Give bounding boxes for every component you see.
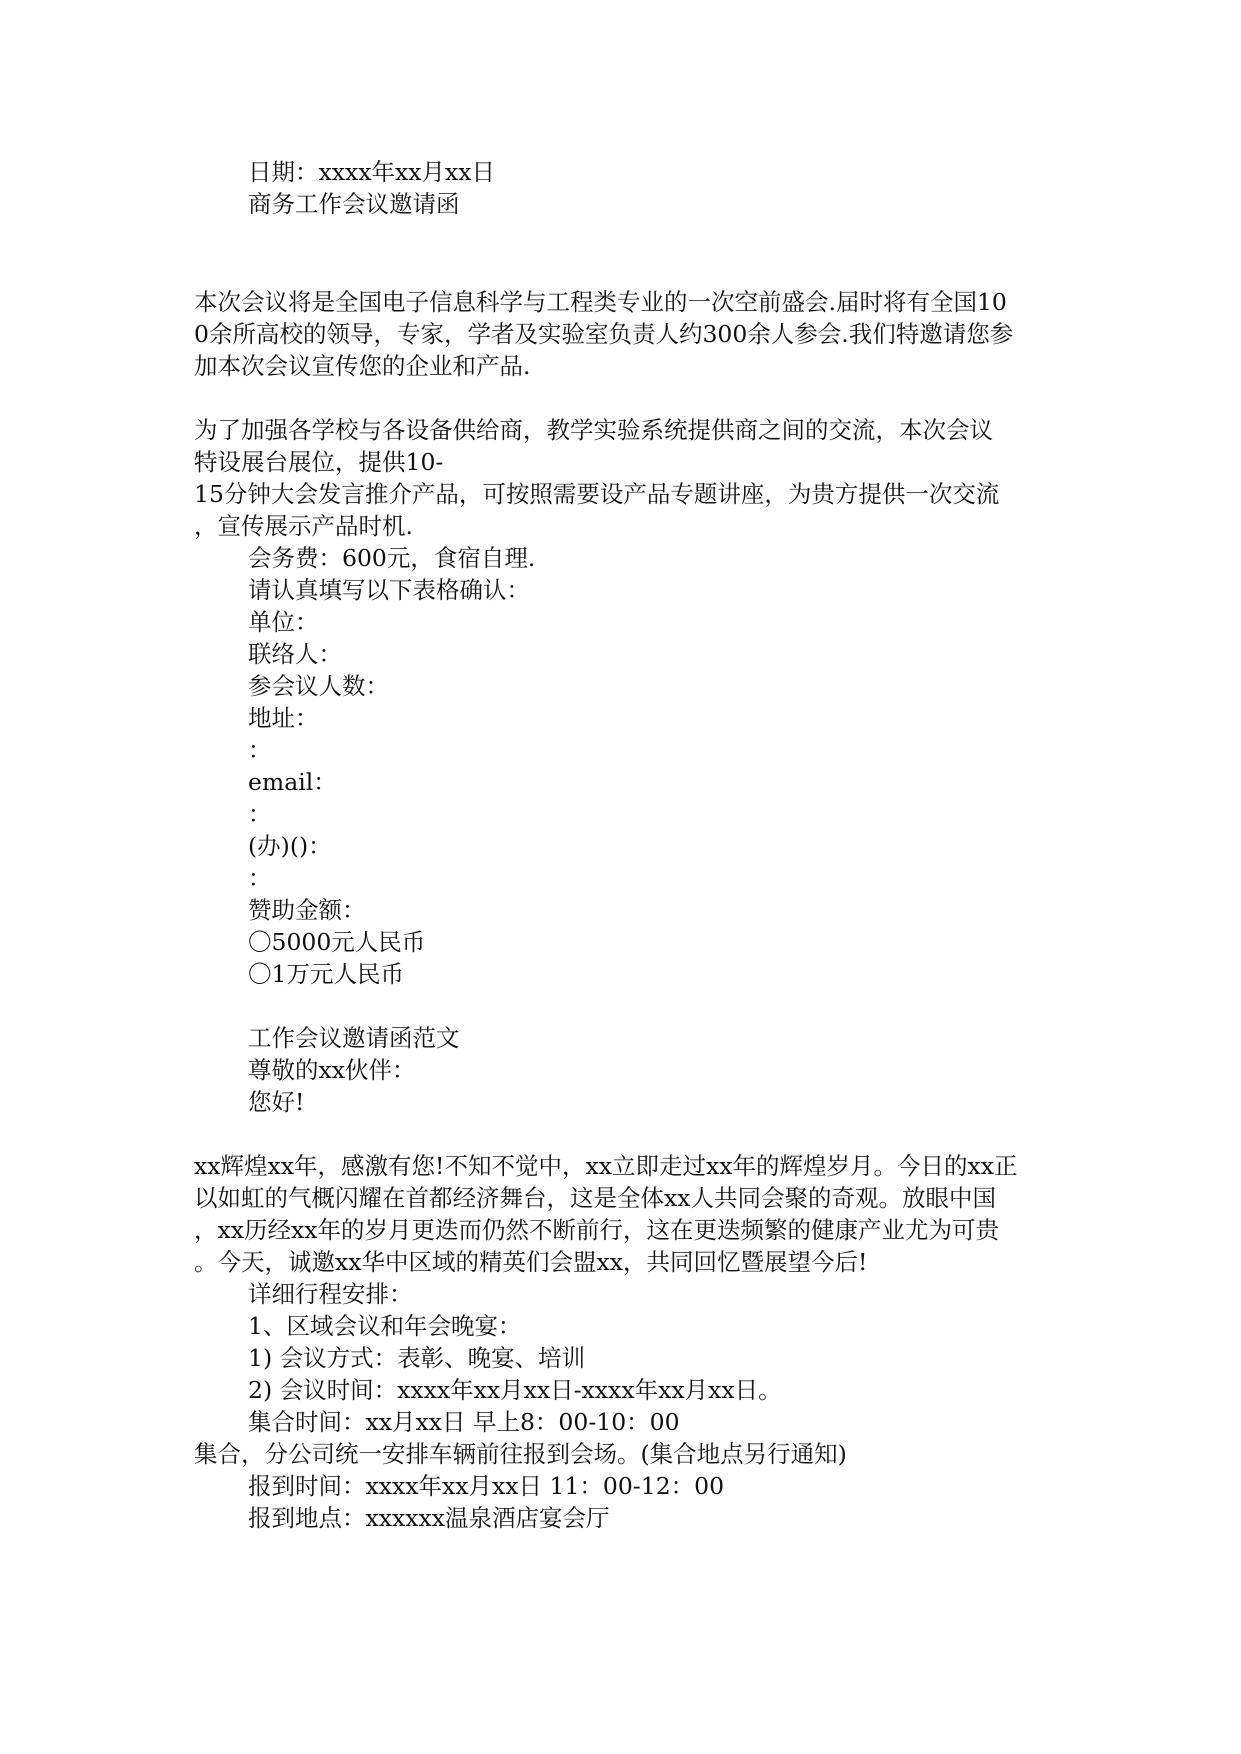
schedule-heading: 详细行程安排：	[248, 1280, 413, 1308]
checkin-time: 报到时间：xxxx年xx月xx日 11：00-12：00	[248, 1472, 725, 1500]
letter-body-line: ，xx历经xx年的岁月更迭而仍然不断前行，这在更迭频繁的健康产业尤为可贵	[194, 1216, 1000, 1244]
letter-body-line: 。今天，诚邀xx华中区域的精英们会盟xx，共同回忆暨展望今后!	[194, 1248, 868, 1276]
booth-line: 15分钟大会发言推介产品，可按照需要设产品专题讲座，为贵方提供一次交流	[194, 480, 1000, 508]
form-field-blank: ：	[248, 736, 272, 764]
gather-note: 集合，分公司统一安排车辆前往报到会场。(集合地点另行通知)	[194, 1440, 847, 1468]
form-field-blank: ：	[248, 800, 272, 828]
sponsor-option-5000: 〇5000元人民币	[248, 928, 426, 956]
schedule-mode: 1) 会议方式：表彰、晚宴、培训	[248, 1344, 586, 1372]
booth-line: 特设展台展位，提供10-	[194, 448, 444, 476]
form-field-office-phone: (办)()：	[248, 832, 332, 860]
schedule-item-1: 1、区域会议和年会晚宴：	[248, 1312, 522, 1340]
document-title: 商务工作会议邀请函	[248, 190, 460, 218]
letter-body-line: xx辉煌xx年，感激有您!不知不觉中，xx立即走过xx年的辉煌岁月。今日的xx正	[194, 1152, 1018, 1180]
schedule-time: 2) 会议时间：xxxx年xx月xx日-xxxx年xx月xx日。	[248, 1376, 782, 1404]
form-field-blank: ：	[248, 864, 272, 892]
salutation: 尊敬的xx伙伴：	[248, 1056, 416, 1084]
booth-line: 为了加强各学校与各设备供给商，教学实验系统提供商之间的交流，本次会议	[194, 416, 993, 444]
greeting: 您好!	[248, 1088, 305, 1116]
form-field-email: email：	[248, 768, 337, 796]
intro-line: 0余所高校的领导，专家，学者及实验室负责人约300余人参会.我们特邀请您参	[194, 320, 1014, 348]
booth-line: ，宣传展示产品时机.	[194, 512, 413, 540]
checkin-place: 报到地点：xxxxxx温泉酒店宴会厅	[248, 1504, 610, 1532]
date-line: 日期：xxxx年xx月xx日	[248, 158, 496, 186]
form-field-unit: 单位：	[248, 608, 319, 636]
form-field-contact: 联络人：	[248, 640, 342, 668]
sponsor-label: 赞助金额：	[248, 896, 366, 924]
sponsor-option-10000: 〇1万元人民币	[248, 960, 404, 988]
form-field-address: 地址：	[248, 704, 319, 732]
intro-line: 本次会议将是全国电子信息科学与工程类专业的一次空前盛会.届时将有全国10	[194, 288, 1007, 316]
letter-body-line: 以如虹的气概闪耀在首都经济舞台，这是全体xx人共同会聚的奇观。放眼中国	[194, 1184, 997, 1212]
form-instruction: 请认真填写以下表格确认：	[248, 576, 530, 604]
gather-time: 集合时间：xx月xx日 早上8：00-10：00	[248, 1408, 680, 1436]
form-field-attendees: 参会议人数：	[248, 672, 389, 700]
fee-line: 会务费：600元，食宿自理.	[248, 544, 536, 572]
intro-line: 加本次会议宣传您的企业和产品.	[194, 352, 531, 380]
second-letter-title: 工作会议邀请函范文	[248, 1024, 460, 1052]
